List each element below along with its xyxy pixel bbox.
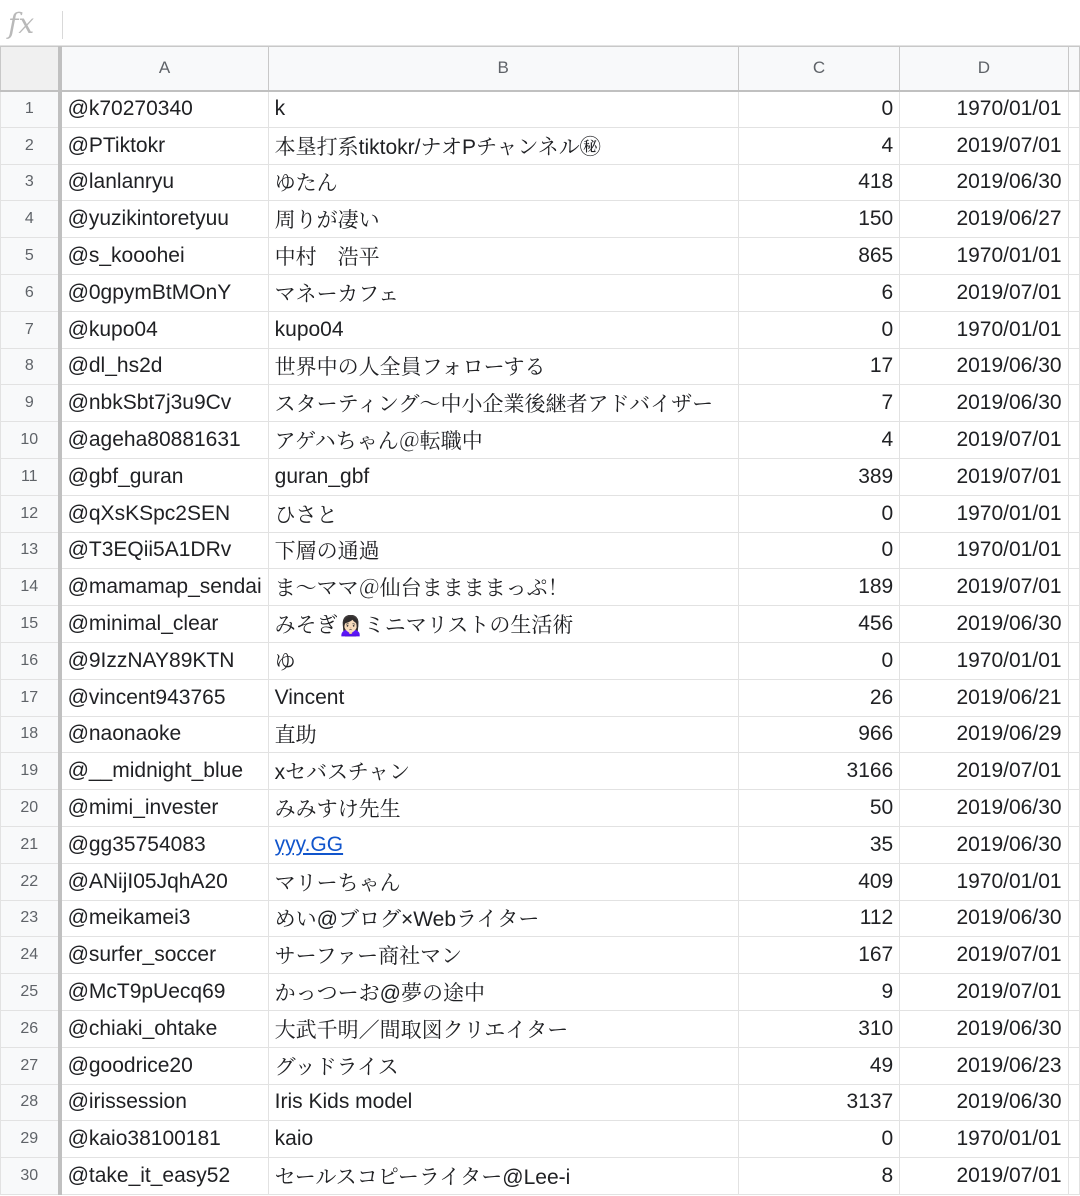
table-row: [1, 348, 1080, 385]
cell-b[interactable]: 世界中の人全員フォローする: [268, 348, 738, 385]
table-row: [1, 790, 1080, 827]
cell-c[interactable]: 310: [738, 1010, 899, 1047]
cell-b[interactable]: kaio: [268, 1121, 738, 1158]
cell-d[interactable]: 2019/06/30: [900, 164, 1068, 201]
cell-e[interactable]: [1068, 642, 1079, 679]
table-row: [1, 1158, 1080, 1195]
table-row: [1, 495, 1080, 532]
cell-d[interactable]: 2019/06/30: [900, 1084, 1068, 1121]
grid-body: [1, 91, 1080, 1195]
table-row: [1, 1010, 1080, 1047]
column-header-a[interactable]: A: [60, 47, 269, 91]
spreadsheet-grid: [0, 46, 1080, 1195]
cell-a[interactable]: @kupo04: [60, 311, 269, 348]
cell-b[interactable]: Iris Kids model: [268, 1084, 738, 1121]
cell-b[interactable]: xセバスチャン: [268, 753, 738, 790]
cell-a[interactable]: @gbf_guran: [60, 458, 269, 495]
cell-d[interactable]: 2019/07/01: [900, 274, 1068, 311]
row-number[interactable]: 19: [1, 753, 60, 790]
cell-c[interactable]: 50: [738, 790, 899, 827]
cell-c[interactable]: 6: [738, 274, 899, 311]
table-row: [1, 716, 1080, 753]
cell-b[interactable]: めい@ブログ×Webライター: [268, 900, 738, 937]
cell-a[interactable]: @goodrice20: [60, 1047, 269, 1084]
table-row: [1, 532, 1080, 569]
cell-e[interactable]: [1068, 863, 1079, 900]
cell-a[interactable]: @nbkSbt7j3u9Cv: [60, 385, 269, 422]
row-number[interactable]: 9: [1, 385, 60, 422]
cell-e[interactable]: [1068, 1121, 1079, 1158]
table-row: [1, 1084, 1080, 1121]
cell-d[interactable]: 1970/01/01: [900, 532, 1068, 569]
cell-b[interactable]: ゆたん: [268, 164, 738, 201]
cell-d[interactable]: 1970/01/01: [900, 1121, 1068, 1158]
cell-c[interactable]: 0: [738, 311, 899, 348]
cell-c[interactable]: 167: [738, 937, 899, 974]
cell-a[interactable]: @s_kooohei: [60, 238, 269, 275]
row-number[interactable]: 24: [1, 937, 60, 974]
cell-d[interactable]: 1970/01/01: [900, 311, 1068, 348]
table-row: [1, 1121, 1080, 1158]
cell-a[interactable]: @9IzzNAY89KTN: [60, 642, 269, 679]
table-row: [1, 385, 1080, 422]
table-row: [1, 164, 1080, 201]
row-number[interactable]: 23: [1, 900, 60, 937]
table-row: [1, 642, 1080, 679]
cell-a[interactable]: @mimi_invester: [60, 790, 269, 827]
formula-input[interactable]: [72, 8, 1076, 40]
cell-d[interactable]: 2019/07/01: [900, 422, 1068, 459]
row-number[interactable]: 27: [1, 1047, 60, 1084]
cell-b[interactable]: サーファー商社マン: [268, 937, 738, 974]
cell-e[interactable]: [1068, 1047, 1079, 1084]
table-row: [1, 569, 1080, 606]
row-number[interactable]: 26: [1, 1010, 60, 1047]
row-number[interactable]: 25: [1, 974, 60, 1011]
row-number[interactable]: 15: [1, 606, 60, 643]
cell-b[interactable]: グッドライス: [268, 1047, 738, 1084]
row-number[interactable]: 1: [1, 91, 60, 128]
fx-icon: fx: [8, 7, 35, 40]
cell-e[interactable]: [1068, 716, 1079, 753]
cell-d[interactable]: 2019/07/01: [900, 974, 1068, 1011]
cell-e[interactable]: [1068, 201, 1079, 238]
row-number[interactable]: 29: [1, 1121, 60, 1158]
row-number[interactable]: 13: [1, 532, 60, 569]
column-header-c[interactable]: C: [738, 47, 899, 91]
cell-e[interactable]: [1068, 495, 1079, 532]
cell-e[interactable]: [1068, 127, 1079, 164]
row-number[interactable]: 5: [1, 238, 60, 275]
cell-a[interactable]: @ANijI05JqhA20: [60, 863, 269, 900]
cell-e[interactable]: [1068, 238, 1079, 275]
cell-e[interactable]: [1068, 753, 1079, 790]
table-row: [1, 863, 1080, 900]
row-number[interactable]: 11: [1, 458, 60, 495]
cell-e[interactable]: [1068, 422, 1079, 459]
cell-d[interactable]: 1970/01/01: [900, 863, 1068, 900]
cell-b[interactable]: みみすけ先生: [268, 790, 738, 827]
table-row: [1, 127, 1080, 164]
row-number[interactable]: 14: [1, 569, 60, 606]
cell-d[interactable]: 2019/06/30: [900, 790, 1068, 827]
row-number[interactable]: 10: [1, 422, 60, 459]
cell-e[interactable]: [1068, 606, 1079, 643]
cell-a[interactable]: @__midnight_blue: [60, 753, 269, 790]
cell-c[interactable]: 966: [738, 716, 899, 753]
cell-a[interactable]: @vincent943765: [60, 679, 269, 716]
cell-d[interactable]: 2019/06/23: [900, 1047, 1068, 1084]
cell-a[interactable]: @dl_hs2d: [60, 348, 269, 385]
cell-b[interactable]: セールスコピーライター@Lee-i: [268, 1158, 738, 1195]
cell-c[interactable]: 0: [738, 495, 899, 532]
row-number[interactable]: 30: [1, 1158, 60, 1195]
cell-d[interactable]: 2019/06/21: [900, 679, 1068, 716]
cell-c[interactable]: 409: [738, 863, 899, 900]
cell-a[interactable]: @irissession: [60, 1084, 269, 1121]
cell-a[interactable]: @minimal_clear: [60, 606, 269, 643]
cell-e[interactable]: [1068, 900, 1079, 937]
cell-c[interactable]: 456: [738, 606, 899, 643]
cell-c[interactable]: 0: [738, 642, 899, 679]
cell-b[interactable]: [268, 826, 738, 863]
cell-a[interactable]: @T3EQii5A1DRv: [60, 532, 269, 569]
cell-a[interactable]: @meikamei3: [60, 900, 269, 937]
cell-e[interactable]: [1068, 569, 1079, 606]
table-row: [1, 606, 1080, 643]
cell-e[interactable]: [1068, 790, 1079, 827]
cell-a[interactable]: @kaio38100181: [60, 1121, 269, 1158]
cell-d[interactable]: 2019/06/30: [900, 348, 1068, 385]
cell-c[interactable]: 150: [738, 201, 899, 238]
row-number[interactable]: 22: [1, 863, 60, 900]
cell-e[interactable]: [1068, 164, 1079, 201]
cell-b[interactable]: 周りが凄い: [268, 201, 738, 238]
cell-b[interactable]: 下層の通過: [268, 532, 738, 569]
row-number[interactable]: 6: [1, 274, 60, 311]
cell-c[interactable]: 865: [738, 238, 899, 275]
cell-d[interactable]: 2019/07/01: [900, 753, 1068, 790]
row-number[interactable]: 3: [1, 164, 60, 201]
row-number[interactable]: 21: [1, 826, 60, 863]
table-row: [1, 238, 1080, 275]
cell-d[interactable]: 2019/06/30: [900, 385, 1068, 422]
cell-b[interactable]: kupo04: [268, 311, 738, 348]
cell-d[interactable]: 1970/01/01: [900, 495, 1068, 532]
cell-d[interactable]: 2019/06/27: [900, 201, 1068, 238]
cell-c[interactable]: 35: [738, 826, 899, 863]
cell-a[interactable]: @naonaoke: [60, 716, 269, 753]
cell-c[interactable]: 0: [738, 1121, 899, 1158]
cell-c[interactable]: 17: [738, 348, 899, 385]
table-row: [1, 753, 1080, 790]
cell-a[interactable]: @k70270340: [60, 91, 269, 128]
cell-c[interactable]: 189: [738, 569, 899, 606]
row-number[interactable]: 8: [1, 348, 60, 385]
formula-bar-divider: [62, 11, 63, 39]
cell-e[interactable]: [1068, 826, 1079, 863]
cell-b[interactable]: アゲハちゃん＠転職中: [268, 422, 738, 459]
cell-b[interactable]: ま〜ママ＠仙台ままままっぷ！: [268, 569, 738, 606]
cell-b[interactable]: 中村 浩平: [268, 238, 738, 275]
cell-c[interactable]: 9: [738, 974, 899, 1011]
formula-bar: [0, 0, 1080, 46]
cell-c[interactable]: 49: [738, 1047, 899, 1084]
cell-b[interactable]: マネーカフェ: [268, 274, 738, 311]
cell-c[interactable]: 4: [738, 127, 899, 164]
cell-b[interactable]: かっつーお@夢の途中: [268, 974, 738, 1011]
cell-d[interactable]: 2019/07/01: [900, 127, 1068, 164]
cell-c[interactable]: 8: [738, 1158, 899, 1195]
cell-b[interactable]: ひさと: [268, 495, 738, 532]
cell-c[interactable]: 112: [738, 900, 899, 937]
cell-a[interactable]: @lanlanryu: [60, 164, 269, 201]
cell-c[interactable]: 3137: [738, 1084, 899, 1121]
table-row: [1, 679, 1080, 716]
cell-d[interactable]: 2019/07/01: [900, 937, 1068, 974]
select-all-corner[interactable]: [1, 47, 60, 91]
cell-b[interactable]: マリーちゃん: [268, 863, 738, 900]
table-row: [1, 974, 1080, 1011]
cell-c[interactable]: 389: [738, 458, 899, 495]
cell-b[interactable]: 本垦打系tiktokr/ナオPチャンネル㊙: [268, 127, 738, 164]
cell-d[interactable]: 2019/06/29: [900, 716, 1068, 753]
cell-d[interactable]: 2019/07/01: [900, 569, 1068, 606]
cell-a[interactable]: @ageha80881631: [60, 422, 269, 459]
cell-b[interactable]: ゆ: [268, 642, 738, 679]
row-number[interactable]: 18: [1, 716, 60, 753]
row-number[interactable]: 2: [1, 127, 60, 164]
cell-c[interactable]: 0: [738, 532, 899, 569]
row-number[interactable]: 7: [1, 311, 60, 348]
column-header-row: [1, 47, 1080, 91]
cell-a[interactable]: @PTiktokr: [60, 127, 269, 164]
cell-a[interactable]: @0gpymBtMOnY: [60, 274, 269, 311]
cell-e[interactable]: [1068, 1158, 1079, 1195]
table-row: [1, 311, 1080, 348]
cell-a[interactable]: @chiaki_ohtake: [60, 1010, 269, 1047]
table-row: [1, 422, 1080, 459]
cell-e[interactable]: [1068, 385, 1079, 422]
cell-d[interactable]: 2019/06/30: [900, 606, 1068, 643]
table-row: [1, 937, 1080, 974]
cell-e[interactable]: [1068, 91, 1079, 128]
table-row: [1, 274, 1080, 311]
cell-a[interactable]: @take_it_easy52: [60, 1158, 269, 1195]
cell-a[interactable]: @surfer_soccer: [60, 937, 269, 974]
row-number[interactable]: 16: [1, 642, 60, 679]
cell-e[interactable]: [1068, 974, 1079, 1011]
row-number[interactable]: 12: [1, 495, 60, 532]
cell-c[interactable]: 3166: [738, 753, 899, 790]
cell-d[interactable]: 2019/06/30: [900, 826, 1068, 863]
cell-e[interactable]: [1068, 1084, 1079, 1121]
cell-b[interactable]: guran_gbf: [268, 458, 738, 495]
cell-d[interactable]: 2019/07/01: [900, 458, 1068, 495]
cell-d[interactable]: 2019/07/01: [900, 1158, 1068, 1195]
cell-b[interactable]: みそぎ🙍🏻‍♀️ミニマリストの生活術: [268, 606, 738, 643]
cell-a[interactable]: @gg35754083: [60, 826, 269, 863]
table-row: [1, 826, 1080, 863]
row-number[interactable]: 20: [1, 790, 60, 827]
cell-d[interactable]: 2019/06/30: [900, 900, 1068, 937]
cell-a[interactable]: @mamamap_sendai: [60, 569, 269, 606]
column-header-e[interactable]: [1068, 47, 1079, 91]
cell-d[interactable]: 1970/01/01: [900, 91, 1068, 128]
row-number[interactable]: 28: [1, 1084, 60, 1121]
cell-d[interactable]: 2019/06/30: [900, 1010, 1068, 1047]
column-header-b[interactable]: B: [268, 47, 738, 91]
cell-b[interactable]: スターティング〜中小企業後継者アドバイザー: [268, 385, 738, 422]
table-row: [1, 458, 1080, 495]
cell-c[interactable]: 418: [738, 164, 899, 201]
table-row: [1, 1047, 1080, 1084]
cell-c[interactable]: 26: [738, 679, 899, 716]
cell-e[interactable]: [1068, 532, 1079, 569]
cell-a[interactable]: @McT9pUecq69: [60, 974, 269, 1011]
cell-b[interactable]: k: [268, 91, 738, 128]
cell-e[interactable]: [1068, 679, 1079, 716]
table-row: [1, 900, 1080, 937]
table-row: [1, 91, 1080, 128]
cell-b[interactable]: 直助: [268, 716, 738, 753]
cell-a[interactable]: @qXsKSpc2SEN: [60, 495, 269, 532]
cell-e[interactable]: [1068, 274, 1079, 311]
cell-c[interactable]: 0: [738, 91, 899, 128]
row-number[interactable]: 4: [1, 201, 60, 238]
cell-a[interactable]: @yuzikintoretyuu: [60, 201, 269, 238]
cell-c[interactable]: 7: [738, 385, 899, 422]
cell-c[interactable]: 4: [738, 422, 899, 459]
cell-link[interactable]: yyy.GG: [274, 832, 344, 856]
table-row: [1, 201, 1080, 238]
cell-e[interactable]: [1068, 348, 1079, 385]
cell-b[interactable]: Vincent: [268, 679, 738, 716]
cell-e[interactable]: [1068, 937, 1079, 974]
cell-d[interactable]: 1970/01/01: [900, 238, 1068, 275]
row-number[interactable]: 17: [1, 679, 60, 716]
cell-b[interactable]: 大武千明／間取図クリエイター: [268, 1010, 738, 1047]
cell-e[interactable]: [1068, 311, 1079, 348]
cell-e[interactable]: [1068, 1010, 1079, 1047]
cell-e[interactable]: [1068, 458, 1079, 495]
cell-d[interactable]: 1970/01/01: [900, 642, 1068, 679]
column-header-d[interactable]: D: [900, 47, 1068, 91]
